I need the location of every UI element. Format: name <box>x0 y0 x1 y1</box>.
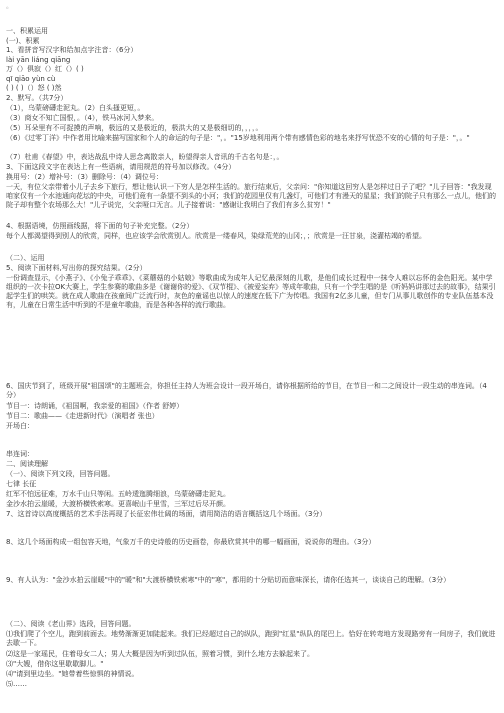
reading-instructions-1: （一）、阅读下列文段，回答问题。 <box>6 470 115 478</box>
pinyin-row-2: qī qiāo yùn cù <box>6 75 56 83</box>
question-2: 2、默写。（共7分） <box>6 94 68 102</box>
reading-instructions-2: （二）、阅读《老山界》选段，回答问题。 <box>6 620 136 628</box>
blank-row-1: 万（）俱寂（）红（）( ) <box>6 65 84 73</box>
children-songs-material: 一份调查显示，《小燕子》、《小兔子乖乖》、《菜蘑菇的小姑娘》等歌曲成为成年人记忆最深刻的儿歌，是他们成长过程中一抹令人难以忘怀的金色阳光。某中学组织的一次卡拉OK大赛上，学生参赛的歌曲多是《谢谢你的爱》、《双节棍》、《被爱妄弃》等成年歌曲，只有一个学生唱的是《听妈妈讲那过去的故事》，结果引起学生们的哄笑。就在成人歌曲在孩童间广泛流行时，灰色的童谣也以惊人的速度在低下广为传唱。我国有2亿多儿童，但专门从事儿歌创作的专业队伍基本没有，儿童在日常生活中听到的不是童年歌曲，而是各种各样的流行歌曲。 <box>6 274 496 309</box>
recite-3-4: （3）商女不知亡国恨，。（4），铁马冰河入梦来。 <box>6 114 159 122</box>
recite-6: （6）《过零丁洋》中作者用比喻来描写国家和个人的命运的句子是："，。"15岁地利用两个带有感情色彩的地名来抒写忧恐不安的心情的句子是："，。" <box>6 134 470 142</box>
recite-5: （5）耳朵里有不可捉摸的声响，极远的又是极近的，极洪大的又是极细切的，，，，。 <box>6 124 263 132</box>
question-5: 5、阅读下面材料,写出你的探究结果。（2分） <box>6 264 147 272</box>
question-8: 8、这几个场面构成一组包容天地，气象万千的史诗般的历史画卷，你最欣赏其中的哪一幅画面，说说你的理由。（3分） <box>6 538 376 546</box>
appreciation-text: 每个人都渴望得到别人的欣赏，同样，也应该学会欣赏别人。欣赏是一缕春风，染绿荒芜的山冈；，；欣赏是一汪甘泉，浇灌枯竭的希望。 <box>6 232 426 240</box>
heading-reading: 二、阅读理解 <box>6 460 48 468</box>
question-6: 6、国庆节到了，班级开展"祖国颂"的主题班会，你担任主持人为班会设计一段开场白，请你根据所给的节目，在节目一和二之间设计一段生动的串连词。（4分） <box>6 382 487 399</box>
subheading-accumulation: (一)、积累 <box>6 37 40 45</box>
question-3: 3、下面这段文字在表达上有一些语病，请用规范的符号加以修改。（4分） <box>6 163 236 171</box>
corner-mark: 。 <box>6 2 13 10</box>
excerpt-paragraph-4: ⑷"请到里边坐。"她带着些惊惧的神情说。 <box>6 670 139 678</box>
poem-title: 七律 长征 <box>6 480 37 488</box>
linking-words-label: 串连词： <box>6 450 34 458</box>
excerpt-paragraph-2: ⑵这是一家瑶民，住着母女二人；男人大概是因为听到过队伍，照着习惯，到什么地方去躲起来了。 <box>6 650 314 658</box>
excerpt-paragraph-3: ⑶"大嫂，借你这里歇歇脚儿。" <box>6 660 104 668</box>
opening-remarks-label: 开场白： <box>6 422 34 430</box>
passage-father-son: 一天，有位父亲带着小儿子去乡下旅行，想让他认识一下穷人是怎样生活的。旅行结束后，父亲问："你知道这回穷人是怎样过日子了吧？"儿子回答："我发现咱家仅有一个水池通向花坛的中央，可他们竟有一条望不到头的小河；我们的花园里仅有几盏灯，可他们才有漫天的星星；我们的院子只有那么一点儿，他们的院子却有整个农场那么大！"儿子说完，父亲哑口无言。儿子接着说："感谢让我明白了我们有多么贫穷！" <box>6 183 496 209</box>
poem-line-1: 红军不怕远征难，万水千山只等闲。五岭逶迤腾细浪，乌蒙磅礴走泥丸。 <box>6 490 230 498</box>
subheading-application: （二）、运用 <box>6 254 45 262</box>
question-7: 7、这首诗以高度概括的艺术手法再现了长征宏伟壮阔的场面，请用简洁的语言概括这几个场面。（3分） <box>6 510 327 518</box>
question-4: 4、根据语境，仿照画线据，将下面的句子补充完整。（2分） <box>6 222 194 230</box>
heading-accumulation-use: 一、积累运用 <box>6 27 48 35</box>
blank-row-2: ( ) ( )（）怒 ( )然 <box>6 84 62 92</box>
program-1: 节目一：诗朗诵，《祖国啊，我亲爱的祖国》（作者 舒婷） <box>6 402 184 410</box>
poem-line-2: 金沙水拍云崖暖，大渡桥横铁索寒。更喜岷山千里雪，三军过后尽开颜。 <box>6 500 230 508</box>
question-9: 9、有人认为："金沙水拍云崖暖"中的"暖"和"大渡桥横铁索寒"中的"寒"，都用的十分贴切而意味深长，请你任选其一，谈谈自己的理解。（3分） <box>6 576 451 584</box>
excerpt-paragraph-5: ⑸…… <box>6 680 27 688</box>
recite-7: （7）杜甫《春望》中，表达战乱中诗人思念离散亲人，盼望得亲人音讯的千古名句是：，。 <box>6 153 284 161</box>
pinyin-row-1: lài yān liáng qiāng <box>6 56 71 64</box>
program-2: 节目二：歌曲——《走进新时代》（演唱者 张也） <box>6 412 159 420</box>
edit-symbols: 换用号：（2）增补号：（3）删除号：（4）调位号： <box>6 173 163 181</box>
question-1: 1、看拼音写汉字和给加点字注音：（6分） <box>6 46 138 54</box>
recite-1-2: （1），乌蒙磅礴走泥丸。（2）白头搔更短，。 <box>6 104 145 112</box>
excerpt-paragraph-1: ⑴我们爬了个空儿，跑到前面去。地势渐渐更加陡起来。我们已经超过自己的纵队，跑到"红星"纵队的尾巴上。恰好在转弯地方发现路旁有一间房子，我们就进去歇一下。 <box>6 630 496 647</box>
